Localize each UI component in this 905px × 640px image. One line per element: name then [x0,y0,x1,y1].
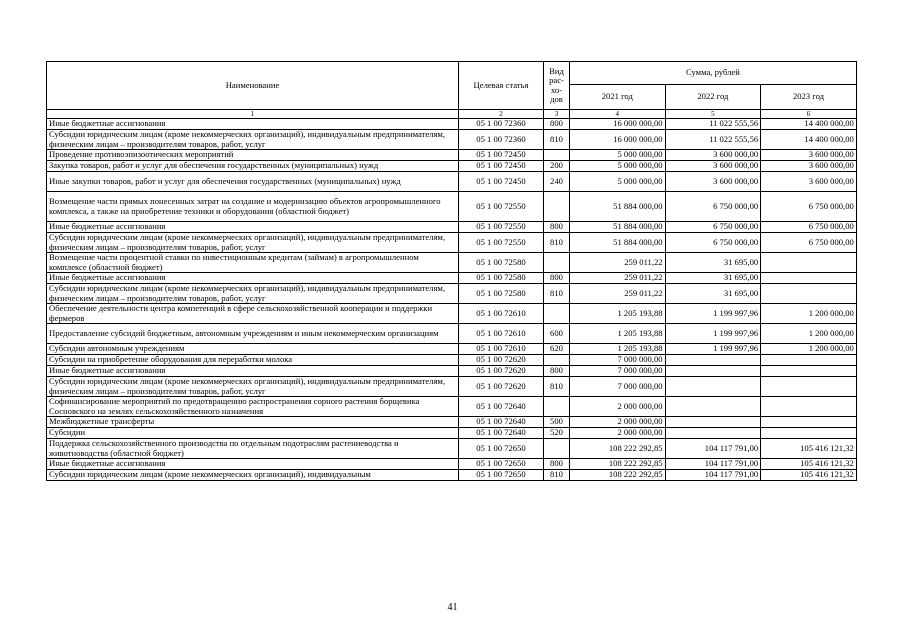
row-amount-2023: 3 600 000,00 [761,161,857,172]
row-amount-2021: 5 000 000,00 [570,150,666,161]
row-name: Иные бюджетные ассигнования [47,366,459,377]
row-amount-2023: 6 750 000,00 [761,192,857,222]
row-amount-2021: 2 000 000,00 [570,417,666,428]
row-expense-type: 520 [544,428,570,439]
table-row [47,428,857,439]
row-amount-2021: 259 011,22 [570,284,666,304]
row-amount-2021: 259 011,22 [570,273,666,284]
table-row [47,459,857,470]
row-name: Софинансирование мероприятий по предотвращению распространения сорного растения борщевика Сосновского на землях сельскохозяйственного назначения [47,397,459,417]
header-sum: Сумма, рублей [570,62,857,85]
row-target-article: 05 1 00 72360 [459,130,544,150]
row-amount-2023: 14 400 000,00 [761,119,857,130]
row-amount-2022: 104 117 791,00 [665,470,761,481]
header-name: Наименование [47,62,459,110]
row-expense-type: 800 [544,459,570,470]
table-row [47,284,857,304]
row-amount-2022: 31 695,00 [665,253,761,273]
row-target-article: 05 1 00 72550 [459,222,544,233]
row-target-article: 05 1 00 72580 [459,284,544,304]
row-target-article: 05 1 00 72640 [459,417,544,428]
row-amount-2022: 6 750 000,00 [665,222,761,233]
row-amount-2022: 31 695,00 [665,284,761,304]
row-amount-2022 [665,417,761,428]
row-target-article: 05 1 00 72640 [459,428,544,439]
row-expense-type: 200 [544,161,570,172]
row-amount-2023 [761,428,857,439]
table-row [47,222,857,233]
row-amount-2023: 1 200 000,00 [761,304,857,324]
row-target-article: 05 1 00 72450 [459,150,544,161]
row-expense-type: 620 [544,344,570,355]
row-name: Иные бюджетные ассигнования [47,273,459,284]
row-expense-type: 240 [544,172,570,192]
row-name: Субсидии юридическим лицам (кроме некоммерческих организаций), индивидуальным предпринимателям, физическим лицам – производителям товаров, работ, услуг [47,377,459,397]
table-row [47,397,857,417]
row-amount-2022: 1 199 997,96 [665,324,761,344]
row-expense-type: 810 [544,233,570,253]
row-amount-2021: 108 222 292,85 [570,470,666,481]
row-amount-2022 [665,355,761,366]
header-year-2023: 2023 год [761,85,857,110]
row-name: Возмещение части прямых понесенных затрат на создание и модернизацию объектов агропромышленного комплекса, а также на приобретение техники и оборудования (областной бюджет) [47,192,459,222]
row-amount-2023 [761,417,857,428]
row-amount-2021: 1 205 193,88 [570,324,666,344]
row-expense-type: 600 [544,324,570,344]
table-row [47,273,857,284]
row-target-article: 05 1 00 72610 [459,304,544,324]
table-row [47,377,857,397]
row-expense-type: 810 [544,377,570,397]
header-target-article: Целевая статья [459,62,544,110]
row-amount-2023: 105 416 121,32 [761,459,857,470]
row-amount-2022: 1 199 997,96 [665,304,761,324]
table-row [47,470,857,481]
row-amount-2023 [761,355,857,366]
row-amount-2023: 105 416 121,32 [761,470,857,481]
row-amount-2022: 104 117 791,00 [665,439,761,459]
row-expense-type [544,397,570,417]
table-row [47,130,857,150]
row-name: Предоставление субсидий бюджетным, автономным учреждениям и иным некоммерческим организациям [47,324,459,344]
row-name: Субсидии юридическим лицам (кроме некоммерческих организаций), индивидуальным предпринимателям, физическим лицам – производителям товаров, работ, услуг [47,233,459,253]
row-amount-2021: 2 000 000,00 [570,397,666,417]
row-expense-type [544,439,570,459]
row-amount-2022: 6 750 000,00 [665,233,761,253]
row-amount-2021: 7 000 000,00 [570,377,666,397]
row-amount-2021: 51 884 000,00 [570,192,666,222]
row-name: Проведение противоэпизоотических мероприятий [47,150,459,161]
row-amount-2022 [665,397,761,417]
header-year-2022: 2022 год [665,85,761,110]
row-amount-2023: 1 200 000,00 [761,324,857,344]
column-number: 3 [544,110,570,119]
row-target-article: 05 1 00 72550 [459,192,544,222]
row-target-article: 05 1 00 72360 [459,119,544,130]
row-expense-type: 800 [544,273,570,284]
row-name: Субсидии юридическим лицам (кроме некоммерческих организаций), индивидуальным предпринимателям, физическим лицам – производителям товаров, работ, услуг [47,284,459,304]
column-number: 4 [570,110,666,119]
table-row [47,233,857,253]
row-target-article: 05 1 00 72620 [459,377,544,397]
table-body [47,119,857,481]
row-amount-2022: 11 022 555,56 [665,119,761,130]
row-amount-2023: 6 750 000,00 [761,233,857,253]
table-row [47,439,857,459]
row-amount-2021: 5 000 000,00 [570,161,666,172]
row-name: Субсидии юридическим лицам (кроме некоммерческих организаций), индивидуальным [47,470,459,481]
row-target-article: 05 1 00 72650 [459,459,544,470]
row-name: Иные бюджетные ассигнования [47,222,459,233]
row-amount-2021: 2 000 000,00 [570,428,666,439]
row-target-article: 05 1 00 72580 [459,273,544,284]
row-name: Субсидии юридическим лицам (кроме некоммерческих организаций), индивидуальным предпринимателям, физическим лицам – производителям товаров, работ, услуг [47,130,459,150]
row-name: Закупка товаров, работ и услуг для обеспечения государственных (муниципальных) нужд [47,161,459,172]
row-amount-2021: 51 884 000,00 [570,222,666,233]
row-amount-2021: 16 000 000,00 [570,130,666,150]
row-amount-2022: 3 600 000,00 [665,150,761,161]
table-row [47,192,857,222]
row-expense-type: 800 [544,366,570,377]
row-target-article: 05 1 00 72650 [459,439,544,459]
table-row [47,417,857,428]
row-target-article: 05 1 00 72450 [459,172,544,192]
row-name: Иные бюджетные ассигнования [47,459,459,470]
budget-table [46,61,857,481]
row-name: Обеспечение деятельности центра компетенций в сфере сельскохозяйственной кооперации и поддержки фермеров [47,304,459,324]
table-row [47,324,857,344]
row-amount-2023 [761,273,857,284]
row-amount-2021: 16 000 000,00 [570,119,666,130]
header-expense-type: Вид рас-хо-дов [544,62,570,110]
row-amount-2022 [665,428,761,439]
column-number: 1 [47,110,459,119]
row-target-article: 05 1 00 72650 [459,470,544,481]
row-name: Иные закупки товаров, работ и услуг для обеспечения государственных (муниципальных) нужд [47,172,459,192]
table-row [47,161,857,172]
row-expense-type [544,253,570,273]
row-amount-2023 [761,397,857,417]
row-name: Межбюджетные трансферты [47,417,459,428]
row-expense-type: 800 [544,222,570,233]
row-amount-2021: 5 000 000,00 [570,172,666,192]
row-amount-2022 [665,377,761,397]
table-row [47,355,857,366]
row-amount-2023: 105 416 121,32 [761,439,857,459]
header-year-2021: 2021 год [570,85,666,110]
row-amount-2023: 6 750 000,00 [761,222,857,233]
table-row [47,366,857,377]
row-amount-2023: 1 200 000,00 [761,344,857,355]
row-amount-2021: 7 000 000,00 [570,366,666,377]
row-amount-2023: 3 600 000,00 [761,150,857,161]
row-amount-2021: 51 884 000,00 [570,233,666,253]
row-amount-2022: 1 199 997,96 [665,344,761,355]
row-expense-type: 810 [544,284,570,304]
row-name: Иные бюджетные ассигнования [47,119,459,130]
row-target-article: 05 1 00 72620 [459,366,544,377]
column-number: 2 [459,110,544,119]
row-name: Поддержка сельскохозяйственного производства по отдельным подотраслям растениеводства и животноводства (областной бюджет) [47,439,459,459]
row-name: Субсидии на приобретение оборудования для переработки молока [47,355,459,366]
table-row [47,150,857,161]
column-number: 5 [665,110,761,119]
row-amount-2023 [761,377,857,397]
row-target-article: 05 1 00 72620 [459,355,544,366]
row-amount-2021: 1 205 193,88 [570,304,666,324]
row-amount-2023: 3 600 000,00 [761,172,857,192]
row-name: Возмещение части процентной ставки по инвестиционным кредитам (займам) в агропромышленном комплексе (областной бюджет) [47,253,459,273]
row-name: Субсидии автономным учреждениям [47,344,459,355]
row-amount-2023 [761,253,857,273]
row-target-article: 05 1 00 72450 [459,161,544,172]
row-amount-2021: 1 205 193,88 [570,344,666,355]
row-expense-type [544,304,570,324]
row-name: Субсидии [47,428,459,439]
row-amount-2022: 31 695,00 [665,273,761,284]
row-amount-2023 [761,284,857,304]
row-amount-2023: 14 400 000,00 [761,130,857,150]
row-target-article: 05 1 00 72550 [459,233,544,253]
table-row [47,253,857,273]
row-amount-2022: 3 600 000,00 [665,161,761,172]
row-expense-type [544,150,570,161]
row-target-article: 05 1 00 72640 [459,397,544,417]
row-amount-2022: 6 750 000,00 [665,192,761,222]
row-amount-2023 [761,366,857,377]
column-number: 6 [761,110,857,119]
row-amount-2022: 11 022 555,56 [665,130,761,150]
row-expense-type: 810 [544,470,570,481]
row-target-article: 05 1 00 72580 [459,253,544,273]
table-row [47,344,857,355]
row-amount-2021: 7 000 000,00 [570,355,666,366]
row-target-article: 05 1 00 72610 [459,324,544,344]
row-amount-2022 [665,366,761,377]
row-expense-type [544,355,570,366]
row-amount-2022: 3 600 000,00 [665,172,761,192]
row-amount-2021: 259 011,22 [570,253,666,273]
row-amount-2022: 104 117 791,00 [665,459,761,470]
table-row [47,172,857,192]
row-expense-type [544,192,570,222]
row-expense-type: 500 [544,417,570,428]
row-expense-type: 810 [544,130,570,150]
row-amount-2021: 108 222 292,85 [570,459,666,470]
table-row [47,304,857,324]
page-number: 41 [447,602,458,613]
row-target-article: 05 1 00 72610 [459,344,544,355]
row-amount-2021: 108 222 292,85 [570,439,666,459]
row-expense-type: 800 [544,119,570,130]
table-row [47,119,857,130]
